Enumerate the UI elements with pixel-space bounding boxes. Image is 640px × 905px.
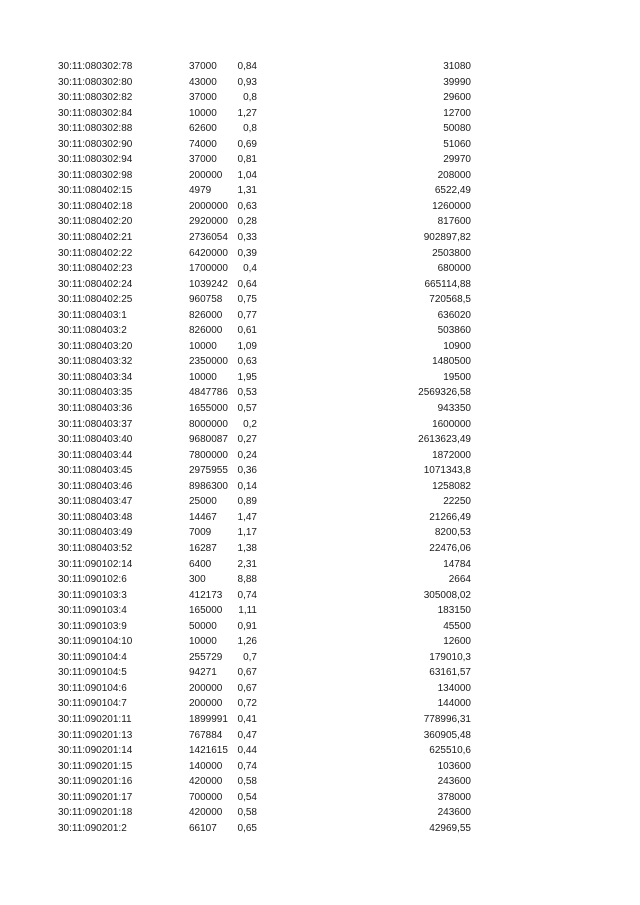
table-row [0, 603, 640, 619]
table-row [0, 292, 640, 308]
area-cell: 7009 [189, 527, 212, 539]
area-cell: 10000 [189, 340, 217, 352]
table-row [0, 557, 640, 573]
rate-cell: 0,8 [243, 92, 257, 104]
table-row [0, 90, 640, 106]
cadastral-number-cell: 30:11:090104:6 [58, 682, 127, 694]
table-row [0, 432, 640, 448]
rate-cell: 0,93 [237, 76, 257, 88]
table-row [0, 525, 640, 541]
area-cell: 420000 [189, 807, 223, 819]
area-cell: 25000 [189, 496, 217, 508]
rate-cell: 0,14 [237, 480, 257, 492]
table-row [0, 354, 640, 370]
area-cell: 6420000 [189, 247, 228, 259]
cadastral-number-cell: 30:11:080403:37 [58, 418, 133, 430]
area-cell: 2975955 [189, 465, 228, 477]
area-cell: 200000 [189, 682, 223, 694]
area-cell: 8986300 [189, 480, 228, 492]
value-cell: 103600 [437, 760, 471, 772]
area-cell: 2736054 [189, 232, 228, 244]
area-cell: 1700000 [189, 263, 228, 275]
rate-cell: 0,47 [237, 729, 257, 741]
cadastral-number-cell: 30:11:080403:44 [58, 449, 133, 461]
table-row [0, 790, 640, 806]
cadastral-number-cell: 30:11:080402:25 [58, 294, 133, 306]
table-row [0, 448, 640, 464]
area-cell: 165000 [189, 605, 223, 617]
table-row [0, 106, 640, 122]
value-cell: 134000 [437, 682, 471, 694]
table-row [0, 728, 640, 744]
rate-cell: 0,65 [237, 822, 257, 834]
cadastral-number-cell: 30:11:080402:23 [58, 263, 133, 275]
table-row [0, 572, 640, 588]
area-cell: 66107 [189, 822, 217, 834]
rate-cell: 1,26 [237, 636, 257, 648]
value-cell: 2664 [448, 574, 471, 586]
area-cell: 1039242 [189, 278, 228, 290]
value-cell: 45500 [443, 620, 471, 632]
table-row [0, 463, 640, 479]
cadastral-number-cell: 30:11:080402:22 [58, 247, 133, 259]
table-row [0, 277, 640, 293]
table-row [0, 137, 640, 153]
area-cell: 7800000 [189, 449, 228, 461]
rate-cell: 0,54 [237, 791, 257, 803]
table-row [0, 59, 640, 75]
cadastral-number-cell: 30:11:090201:17 [58, 791, 133, 803]
area-cell: 37000 [189, 92, 217, 104]
table-row [0, 214, 640, 230]
area-cell: 9680087 [189, 434, 228, 446]
value-cell: 243600 [437, 776, 471, 788]
rate-cell: 0,77 [237, 309, 257, 321]
value-cell: 51060 [443, 138, 471, 150]
cadastral-number-cell: 30:11:080403:48 [58, 511, 133, 523]
cadastral-number-cell: 30:11:080302:78 [58, 61, 133, 72]
area-cell: 1421615 [189, 745, 228, 757]
area-cell: 2920000 [189, 216, 228, 228]
table-row [0, 168, 640, 184]
table-row [0, 199, 640, 215]
cadastral-number-cell: 30:11:090102:14 [58, 558, 133, 570]
cadastral-number-cell: 30:11:090201:11 [58, 713, 132, 725]
rate-cell: 0,28 [237, 216, 257, 228]
area-cell: 2350000 [189, 356, 228, 368]
rate-cell: 0,58 [237, 776, 257, 788]
area-cell: 43000 [189, 76, 217, 88]
rate-cell: 1,11 [238, 605, 257, 617]
area-cell: 10000 [189, 636, 217, 648]
value-cell: 503860 [437, 325, 471, 337]
table-row [0, 681, 640, 697]
table-row [0, 510, 640, 526]
rate-cell: 0,74 [237, 589, 257, 601]
rate-cell: 0,74 [237, 760, 257, 772]
rate-cell: 1,38 [237, 542, 257, 554]
cadastral-number-cell: 30:11:080403:46 [58, 480, 133, 492]
cadastral-number-cell: 30:11:080403:34 [58, 371, 133, 383]
area-cell: 826000 [189, 325, 223, 337]
value-cell: 902897,82 [423, 232, 471, 244]
area-cell: 37000 [189, 154, 217, 166]
table-row [0, 494, 640, 510]
area-cell: 1899991 [189, 713, 228, 725]
value-cell: 22476,06 [429, 542, 471, 554]
area-cell: 4979 [189, 185, 212, 197]
rate-cell: 0,63 [237, 356, 257, 368]
table-row [0, 183, 640, 199]
rate-cell: 1,09 [237, 340, 257, 352]
value-cell: 1071343,8 [423, 465, 471, 477]
table-row [0, 246, 640, 262]
rate-cell: 1,27 [237, 107, 257, 119]
cadastral-number-cell: 30:11:090104:10 [58, 636, 133, 648]
area-cell: 412173 [189, 589, 223, 601]
cadastral-number-cell: 30:11:080403:49 [58, 527, 133, 539]
cadastral-number-cell: 30:11:090201:18 [58, 807, 133, 819]
cadastral-number-cell: 30:11:090104:5 [58, 667, 127, 679]
value-cell: 21266,49 [429, 511, 471, 523]
cadastral-number-cell: 30:11:080403:35 [58, 387, 133, 399]
value-cell: 943350 [437, 403, 471, 415]
cadastral-number-cell: 30:11:080403:40 [58, 434, 133, 446]
rate-cell: 0,91 [237, 620, 257, 632]
area-cell: 1655000 [189, 403, 228, 415]
rate-cell: 1,17 [237, 527, 257, 539]
rate-cell: 0,89 [237, 496, 257, 508]
rate-cell: 0,39 [237, 247, 257, 259]
value-cell: 39990 [443, 76, 471, 88]
area-cell: 200000 [189, 698, 223, 710]
rate-cell: 0,33 [237, 232, 257, 244]
value-cell: 63161,57 [429, 667, 471, 679]
value-cell: 1260000 [432, 200, 471, 212]
table-row [0, 152, 640, 168]
table-row [0, 417, 640, 433]
area-cell: 62600 [189, 123, 217, 135]
cadastral-number-cell: 30:11:090104:4 [58, 651, 127, 663]
table-row [0, 696, 640, 712]
table-row [0, 774, 640, 790]
value-cell: 378000 [437, 791, 471, 803]
area-cell: 826000 [189, 309, 223, 321]
cadastral-number-cell: 30:11:090201:15 [58, 760, 133, 772]
value-cell: 29970 [443, 154, 471, 166]
table-row [0, 75, 640, 91]
value-cell: 19500 [443, 371, 471, 383]
rate-cell: 0,61 [237, 325, 257, 337]
cadastral-number-cell: 30:11:080402:21 [58, 232, 133, 244]
value-cell: 8200,53 [434, 527, 471, 539]
area-cell: 10000 [189, 371, 217, 383]
value-cell: 6522,49 [434, 185, 471, 197]
rate-cell: 0,41 [237, 713, 257, 725]
value-cell: 179010,3 [429, 651, 471, 663]
rate-cell: 0,4 [243, 263, 257, 275]
table-row [0, 805, 640, 821]
cadastral-number-cell: 30:11:090201:16 [58, 776, 133, 788]
cadastral-number-cell: 30:11:080302:82 [58, 92, 133, 104]
cadastral-number-cell: 30:11:090201:13 [58, 729, 133, 741]
value-cell: 680000 [437, 263, 471, 275]
table-row [0, 323, 640, 339]
area-cell: 94271 [189, 667, 217, 679]
rate-cell: 0,63 [237, 200, 257, 212]
value-cell: 305008,02 [423, 589, 471, 601]
rate-cell: 0,67 [237, 682, 257, 694]
value-cell: 22250 [443, 496, 471, 508]
cadastral-number-cell: 30:11:080302:84 [58, 107, 133, 119]
area-cell: 74000 [189, 138, 217, 150]
area-cell: 700000 [189, 791, 223, 803]
area-cell: 255729 [189, 651, 223, 663]
area-cell: 300 [189, 574, 206, 586]
value-cell: 625510,6 [429, 745, 471, 757]
area-cell: 8000000 [189, 418, 228, 430]
rate-cell: 0,36 [237, 465, 257, 477]
value-cell: 778996,31 [423, 713, 471, 725]
cadastral-number-cell: 30:11:080403:1 [58, 309, 127, 321]
area-cell: 16287 [189, 542, 217, 554]
cadastral-number-cell: 30:11:080402:20 [58, 216, 133, 228]
value-cell: 144000 [437, 698, 471, 710]
rate-cell: 2,31 [237, 558, 257, 570]
value-cell: 29600 [443, 92, 471, 104]
cadastral-number-cell: 30:11:090104:7 [58, 698, 127, 710]
value-cell: 2569326,58 [418, 387, 471, 399]
table-row [0, 650, 640, 666]
value-cell: 1258082 [432, 480, 471, 492]
data-table [0, 59, 640, 836]
value-cell: 1872000 [432, 449, 471, 461]
area-cell: 960758 [189, 294, 223, 306]
cadastral-number-cell: 30:11:090102:6 [58, 574, 127, 586]
value-cell: 636020 [437, 309, 471, 321]
table-row [0, 479, 640, 495]
rate-cell: 0,81 [237, 154, 257, 166]
table-row [0, 759, 640, 775]
table-row [0, 712, 640, 728]
area-cell: 37000 [189, 61, 217, 72]
table-row [0, 821, 640, 837]
table-row [0, 261, 640, 277]
cadastral-number-cell: 30:11:080403:2 [58, 325, 127, 337]
rate-cell: 1,04 [237, 169, 257, 181]
rate-cell: 0,67 [237, 667, 257, 679]
table-row [0, 619, 640, 635]
rate-cell: 0,64 [237, 278, 257, 290]
value-cell: 360905,48 [423, 729, 471, 741]
value-cell: 665114,88 [424, 278, 471, 290]
area-cell: 200000 [189, 169, 223, 181]
rate-cell: 8,88 [237, 574, 257, 586]
cadastral-number-cell: 30:11:080302:98 [58, 169, 133, 181]
cadastral-number-cell: 30:11:080403:32 [58, 356, 133, 368]
table-row [0, 588, 640, 604]
cadastral-number-cell: 30:11:080403:36 [58, 403, 133, 415]
area-cell: 140000 [189, 760, 223, 772]
value-cell: 243600 [437, 807, 471, 819]
rate-cell: 0,58 [237, 807, 257, 819]
area-cell: 767884 [189, 729, 223, 741]
value-cell: 12600 [443, 636, 471, 648]
rate-cell: 0,53 [237, 387, 257, 399]
cadastral-number-cell: 30:11:080302:80 [58, 76, 133, 88]
area-cell: 14467 [189, 511, 217, 523]
rate-cell: 1,31 [237, 185, 257, 197]
cadastral-number-cell: 30:11:080403:52 [58, 542, 133, 554]
value-cell: 1480500 [432, 356, 471, 368]
table-row [0, 541, 640, 557]
rate-cell: 0,2 [243, 418, 257, 430]
rate-cell: 0,44 [237, 745, 257, 757]
cadastral-number-cell: 30:11:090103:4 [58, 605, 127, 617]
rate-cell: 0,72 [237, 698, 257, 710]
cadastral-number-cell: 30:11:080403:45 [58, 465, 133, 477]
cadastral-number-cell: 30:11:090103:3 [58, 589, 127, 601]
area-cell: 420000 [189, 776, 223, 788]
table-row [0, 230, 640, 246]
table-row [0, 370, 640, 386]
rate-cell: 0,7 [243, 651, 257, 663]
value-cell: 183150 [437, 605, 471, 617]
value-cell: 720568,5 [429, 294, 471, 306]
table-row [0, 385, 640, 401]
rate-cell: 0,69 [237, 138, 257, 150]
value-cell: 817600 [437, 216, 471, 228]
area-cell: 2000000 [189, 200, 228, 212]
rate-cell: 0,27 [237, 434, 257, 446]
cadastral-number-cell: 30:11:090201:2 [58, 822, 127, 834]
value-cell: 208000 [437, 169, 471, 181]
table-row [0, 634, 640, 650]
value-cell: 42969,55 [429, 822, 471, 834]
table-row [0, 121, 640, 137]
table-row [0, 339, 640, 355]
cadastral-number-cell: 30:11:080402:18 [58, 200, 133, 212]
cadastral-number-cell: 30:11:080403:47 [58, 496, 133, 508]
table-row [0, 665, 640, 681]
cadastral-number-cell: 30:11:080302:94 [58, 154, 133, 166]
rate-cell: 0,8 [243, 123, 257, 135]
cadastral-number-cell: 30:11:080402:24 [58, 278, 133, 290]
cadastral-number-cell: 30:11:080402:15 [58, 185, 133, 197]
value-cell: 2613623,49 [418, 434, 471, 446]
rate-cell: 0,24 [237, 449, 257, 461]
area-cell: 6400 [189, 558, 212, 570]
rate-cell: 0,57 [237, 403, 257, 415]
value-cell: 50080 [443, 123, 471, 135]
value-cell: 2503800 [432, 247, 471, 259]
value-cell: 31080 [443, 61, 471, 72]
cadastral-number-cell: 30:11:080403:20 [58, 340, 133, 352]
value-cell: 1600000 [432, 418, 471, 430]
table-row [0, 401, 640, 417]
cadastral-number-cell: 30:11:080302:90 [58, 138, 133, 150]
value-cell: 14784 [443, 558, 471, 570]
rate-cell: 1,47 [237, 511, 257, 523]
area-cell: 50000 [189, 620, 217, 632]
table-row [0, 308, 640, 324]
rate-cell: 0,84 [237, 61, 257, 72]
cadastral-number-cell: 30:11:080302:88 [58, 123, 133, 135]
rate-cell: 0,75 [237, 294, 257, 306]
area-cell: 4847786 [189, 387, 228, 399]
rate-cell: 1,95 [237, 371, 257, 383]
value-cell: 10900 [443, 340, 471, 352]
cadastral-number-cell: 30:11:090201:14 [58, 745, 133, 757]
value-cell: 12700 [443, 107, 471, 119]
cadastral-number-cell: 30:11:090103:9 [58, 620, 127, 632]
area-cell: 10000 [189, 107, 217, 119]
table-row [0, 743, 640, 759]
